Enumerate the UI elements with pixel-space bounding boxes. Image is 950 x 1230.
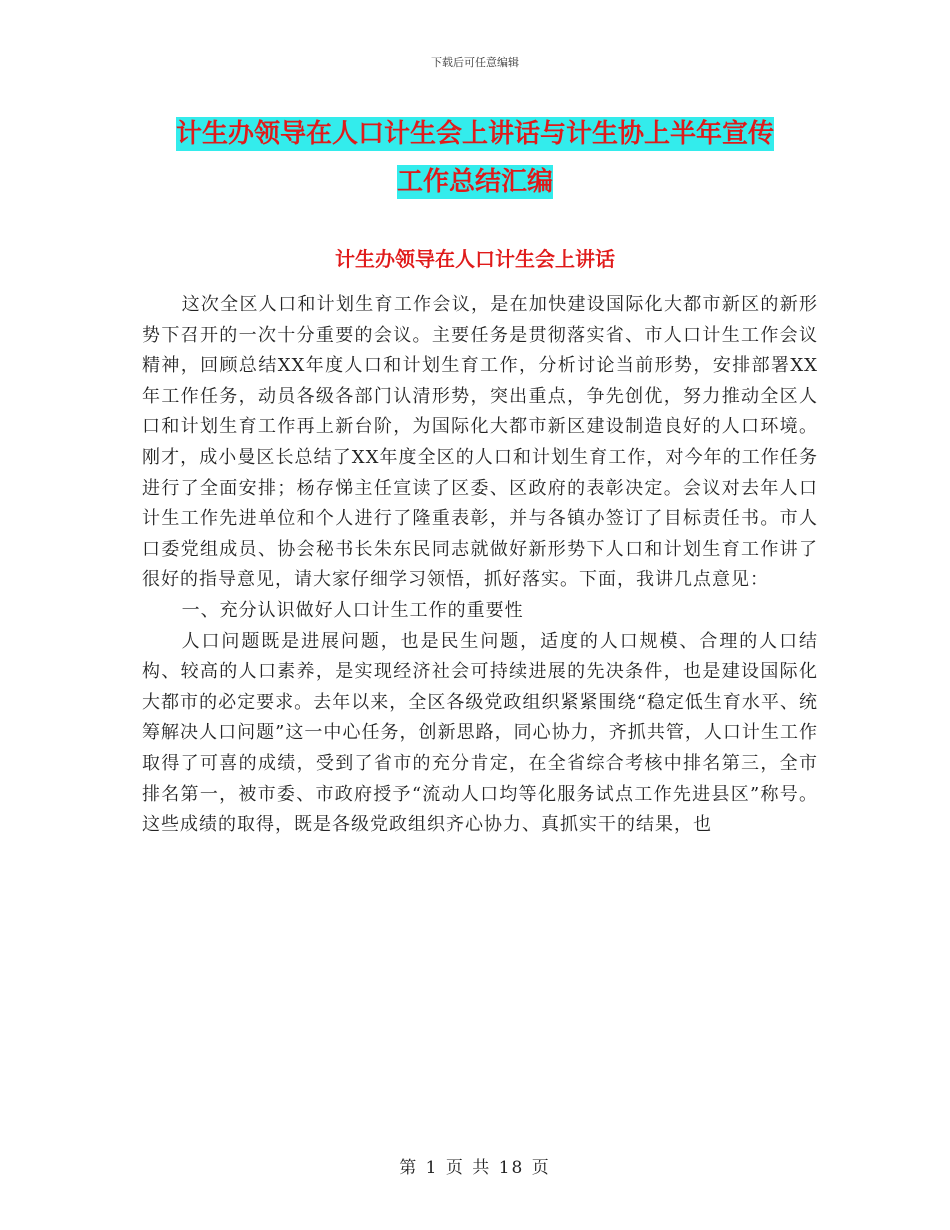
body-text	[142, 290, 818, 841]
title-line-1: 计生办领导在人口计生会上讲话与计生协上半年宣传	[175, 119, 774, 149]
page-footer: 第 1 页 共 18 页	[399, 1158, 551, 1178]
paragraph: 这次全区人口和计划生育工作会议，是在加快建设国际化大都市新区的新形势下召开的一次十分重要的会议。主要任务是贯彻落实省、市人口计生工作会议精神，回顾总结XX年度人口和计划生育工作，分析讨论当前形势，安排部署XX年工作任务，动员各级各部门认清形势，突出重点，争先创优，努力推动全区人口和计划生育工作再上新台阶，为国际化大都市新区建设制造良好的人口环境。刚才，成小曼区长总结了XX年度全区的人口和计划生育工作，对今年的工作任务进行了全面安排；杨存悌主任宣读了区委、区政府的表彰决定。会议对去年人口计生工作先进单位和个人进行了隆重表彰，并与各镇办签订了目标责任书。市人口委党组成员、协会秘书长朱东民同志就做好新形势下人口和计划生育工作讲了很好的指导意见，请大家仔细学习领悟，抓好落实。下面，我讲几点意见：	[142, 294, 818, 591]
header-note: 下载后可任意编辑	[431, 56, 519, 69]
section-heading: 一、充分认识做好人口计生工作的重要性	[181, 599, 524, 621]
title-line-2: 工作总结汇编	[396, 167, 553, 197]
document-title	[0, 110, 950, 206]
section-subtitle: 计生办领导在人口计生会上讲话	[335, 247, 615, 271]
paragraph: 人口问题既是进展问题，也是民生问题，适度的人口规模、合理的人口结构、较高的人口素养，是实现经济社会可持续进展的先决条件，也是建设国际化大都市的必定要求。去年以来，全区各级党政组织紧紧围绕“稳定低生育水平、统筹解决人口问题”这一中心任务，创新思路，同心协力，齐抓共管，人口计生工作取得了可喜的成绩，受到了省市的充分肯定，在全省综合考核中排名第三，全市排名第一，被市委、市政府授予“流动人口均等化服务试点工作先进县区”称号。这些成绩的取得，既是各级党政组织齐心协力、真抓实干的结果，也	[142, 630, 818, 836]
